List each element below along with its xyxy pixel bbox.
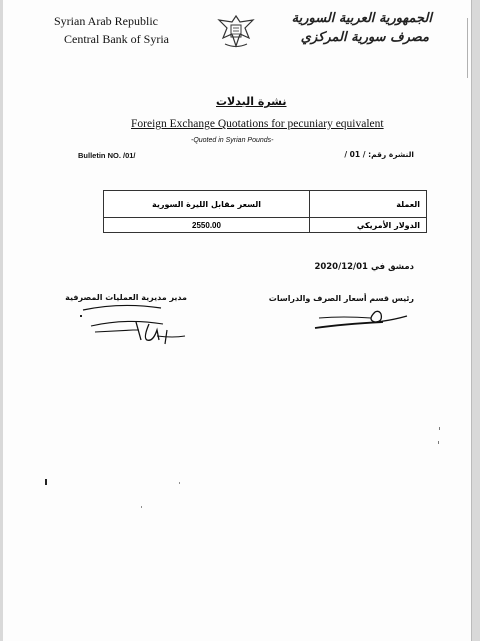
date-city: دمشق في xyxy=(370,262,414,272)
date-value: 2020/12/01 xyxy=(314,262,368,272)
signature-title-right: رئيس قسم أسعار الصرف والدراسات xyxy=(268,294,414,303)
bulletin-label-text: النشرة رقم: xyxy=(368,150,414,159)
document-title-ar: نشرة البدلات xyxy=(216,95,287,108)
scan-speck xyxy=(179,482,180,484)
scan-edge-line xyxy=(467,18,468,78)
header-bank-en: Central Bank of Syria xyxy=(64,32,169,46)
scan-speck xyxy=(45,479,47,485)
signature-title-left: مدير مديرية العمليات المصرفية xyxy=(65,293,187,302)
rate-value: 2550.00 xyxy=(104,218,310,233)
header-rate: السعر مقابل الليرة السورية xyxy=(104,191,310,218)
scan-speck xyxy=(80,315,82,317)
document-page xyxy=(3,0,472,641)
header-bank-ar: مصرف سورية المركزي xyxy=(300,30,429,45)
header-country-en: Syrian Arab Republic xyxy=(54,14,158,28)
bulletin-label-ar xyxy=(344,150,414,159)
document-subtitle: Foreign Exchange Quotations for pecuniary equivalent xyxy=(131,118,384,130)
rates-table xyxy=(103,190,427,233)
scan-speck xyxy=(439,427,440,430)
header-currency: العملة xyxy=(310,191,427,218)
signature-left-icon xyxy=(81,300,191,350)
syria-emblem-icon xyxy=(215,12,257,50)
scan-speck xyxy=(141,506,142,508)
issue-date xyxy=(314,262,414,272)
signature-right-icon xyxy=(313,306,413,336)
bulletin-number-ar: / 01 / xyxy=(344,150,366,159)
table-header-row xyxy=(104,191,427,218)
scan-speck xyxy=(438,441,439,444)
header-country-ar: الجمهورية العربية السورية xyxy=(291,11,432,26)
quoted-note: -Quoted in Syrian Pounds- xyxy=(191,137,274,144)
bulletin-number-en: Bulletin NO. /01/ xyxy=(78,151,136,160)
table-row xyxy=(104,218,427,233)
currency-name: الدولار الأمريكي xyxy=(310,218,427,233)
